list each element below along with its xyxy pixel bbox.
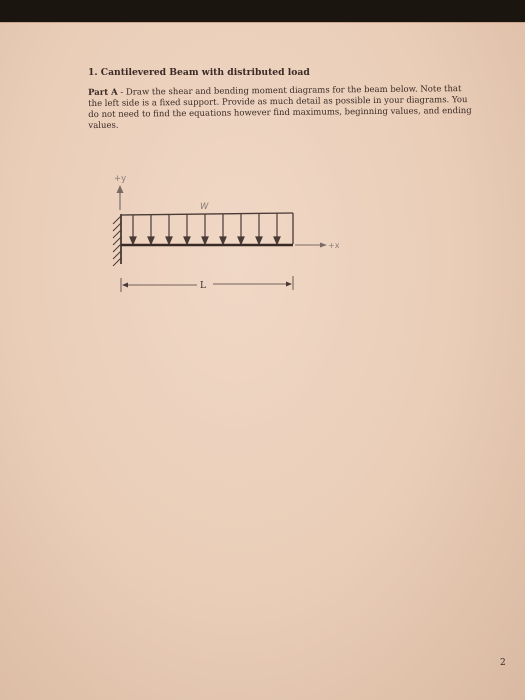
- statement-line-1: Part A - Draw the shear and bending moment diagrams for the beam below. Note that: [88, 84, 462, 98]
- length-dimension: [121, 276, 293, 292]
- x-axis-label: +x: [328, 241, 340, 250]
- statement-line-4: values.: [88, 120, 119, 131]
- y-axis-label: +y: [114, 174, 127, 184]
- statement-text-1: Draw the shear and bending moment diagrams for the beam below. Note that: [125, 84, 462, 98]
- statement-line-3: do not need to find the equations however find maximums, beginning values, and ending: [88, 105, 472, 120]
- length-label: L: [200, 281, 206, 291]
- distributed-load: [121, 213, 293, 244]
- part-label: Part A: [88, 87, 118, 98]
- fixed-support: [113, 214, 121, 266]
- page-number: 2: [500, 658, 506, 668]
- problem-heading: 1. Cantilevered Beam with distributed load: [88, 67, 310, 78]
- load-label: W: [200, 202, 209, 212]
- y-axis-arrow: [117, 185, 124, 210]
- statement-line-2: the left side is a fixed support. Provide as much detail as possible in your diagrams. You: [88, 95, 468, 109]
- x-axis-arrow: [295, 243, 327, 248]
